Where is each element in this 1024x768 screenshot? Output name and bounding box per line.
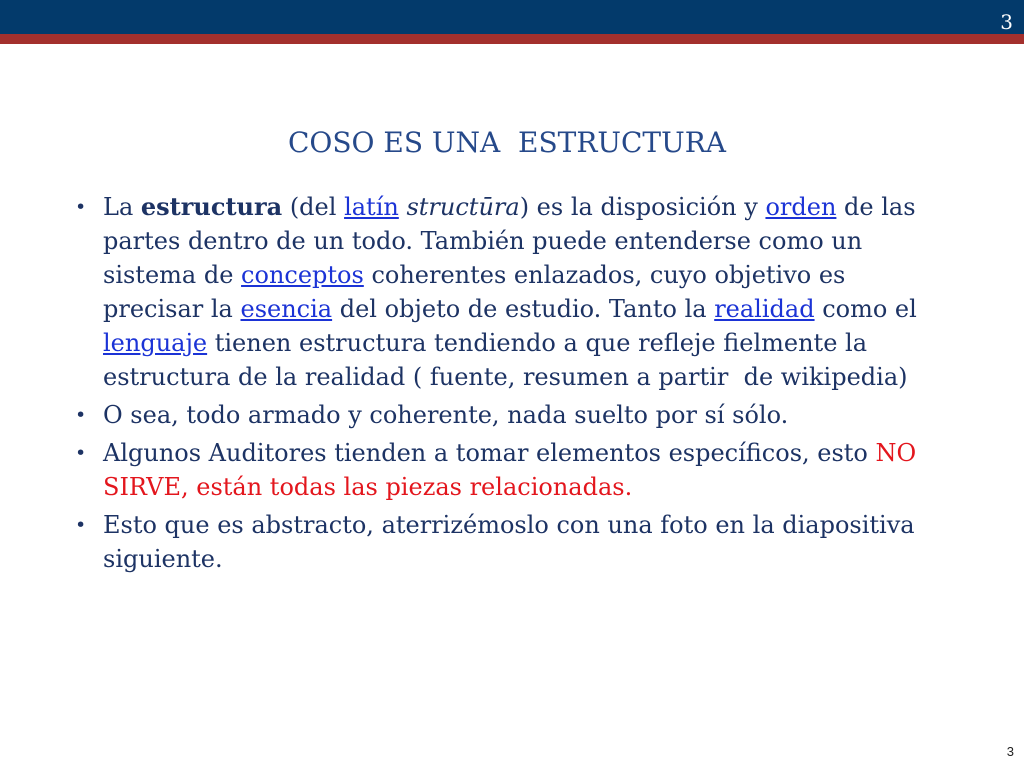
header-page-number: 3 xyxy=(1000,10,1013,34)
bullet-marker: • xyxy=(75,196,87,218)
text-run: ) es la disposición y xyxy=(519,193,766,221)
hyperlink-esencia[interactable]: esencia xyxy=(240,295,333,323)
hyperlink-orden[interactable]: orden xyxy=(765,193,837,221)
text-run: Esto que es abstracto, aterrizémoslo con una foto en la diapositiva xyxy=(103,511,915,539)
bullet-list xyxy=(75,190,995,576)
bullet-item xyxy=(75,398,995,432)
text-line xyxy=(103,360,995,394)
text-line xyxy=(103,436,995,470)
text-line xyxy=(103,508,995,542)
text-run: de las xyxy=(836,193,916,221)
text-run: del objeto de estudio. Tanto la xyxy=(332,295,715,323)
text-run: tienen estructura tendiendo a que refleje fielmente la xyxy=(207,329,868,357)
text-run: como el xyxy=(814,295,917,323)
text-line xyxy=(103,224,995,258)
text-line xyxy=(103,258,995,292)
bullet-marker: • xyxy=(75,442,87,464)
emphasis-text: SIRVE, están todas las piezas relacionadas. xyxy=(103,473,633,501)
hyperlink-latin[interactable]: latín xyxy=(344,193,399,221)
footer-page-number: 3 xyxy=(1006,744,1014,759)
text-run: La xyxy=(103,193,141,221)
emphasis-text: NO xyxy=(875,439,917,467)
text-run: coherentes enlazados, cuyo objetivo es xyxy=(363,261,846,289)
header-bar xyxy=(0,0,1024,34)
bullet-item xyxy=(75,436,995,504)
header-accent-stripe xyxy=(0,34,1024,44)
text-run: O sea, todo armado y coherente, nada suelto por sí sólo. xyxy=(103,401,789,429)
text-run: Algunos Auditores tienden a tomar elementos específicos, esto xyxy=(103,439,876,467)
text-line xyxy=(103,190,995,224)
text-run: siguiente. xyxy=(103,545,223,573)
text-run: precisar la xyxy=(103,295,241,323)
bullet-marker: • xyxy=(75,404,87,426)
text-run: estructura de la realidad ( fuente, resumen a partir de wikipedia) xyxy=(103,363,908,391)
hyperlink-conceptos[interactable]: conceptos xyxy=(241,261,364,289)
slide-title: COSO ES UNA ESTRUCTURA xyxy=(287,126,727,159)
text-line xyxy=(103,398,995,432)
italic-term: structūra xyxy=(406,193,520,221)
text-line xyxy=(103,326,995,360)
text-run: partes dentro de un todo. También puede entenderse como un xyxy=(103,227,863,255)
bullet-marker: • xyxy=(75,514,87,536)
bold-term: estructura xyxy=(140,192,283,221)
text-line xyxy=(103,470,995,504)
text-line xyxy=(103,292,995,326)
hyperlink-realidad[interactable]: realidad xyxy=(714,295,815,323)
text-run: (del xyxy=(282,193,345,221)
text-line xyxy=(103,542,995,576)
bullet-item xyxy=(75,508,995,576)
text-run: sistema de xyxy=(103,261,242,289)
bullet-item xyxy=(75,190,995,394)
hyperlink-lenguaje[interactable]: lenguaje xyxy=(103,329,208,357)
